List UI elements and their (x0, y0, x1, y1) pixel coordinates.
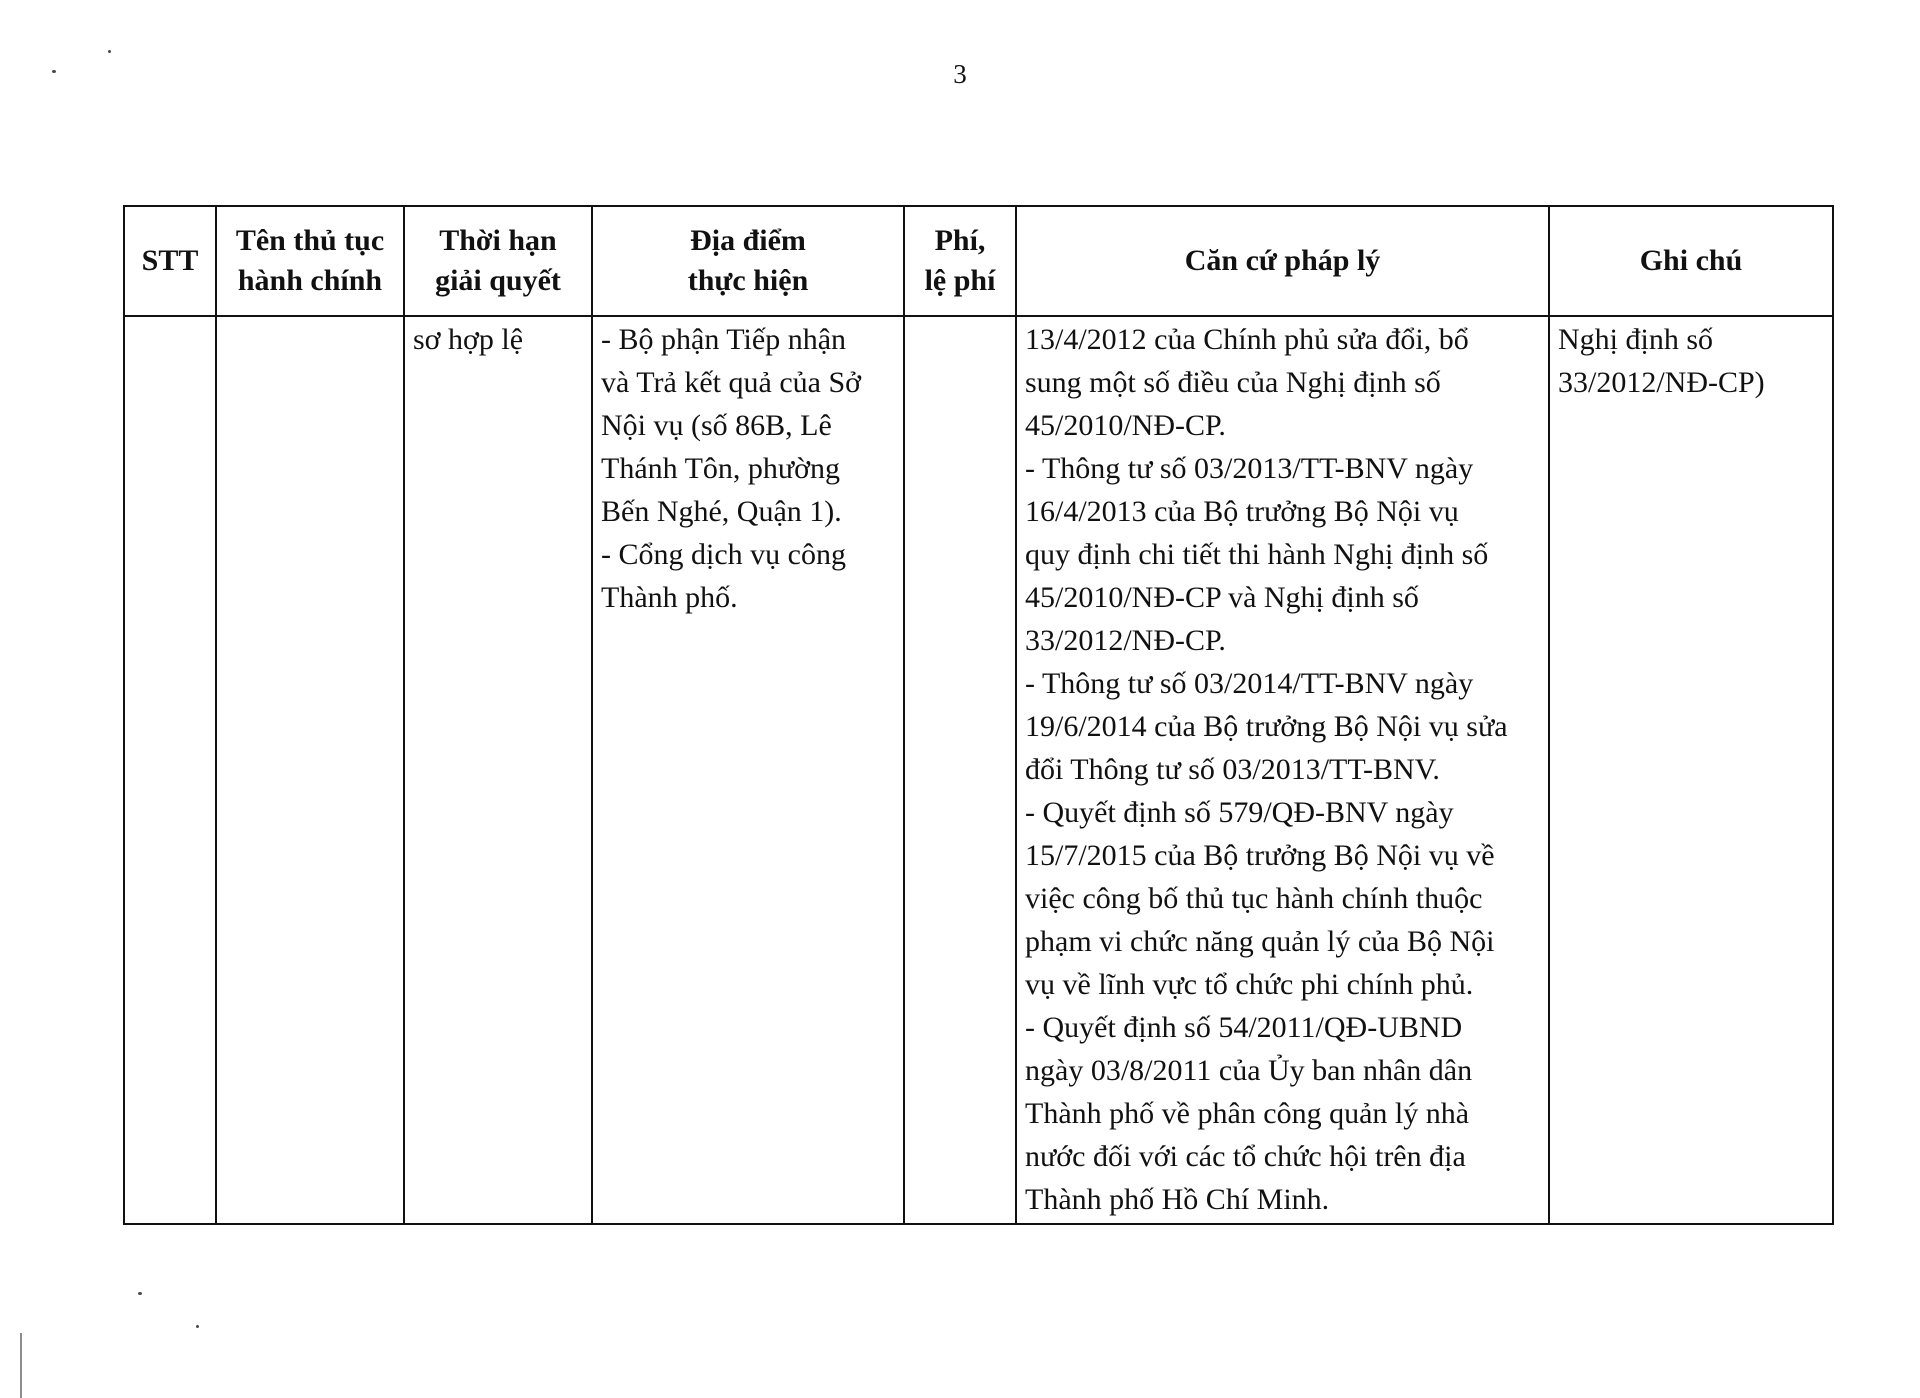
table-header-row (124, 206, 1833, 316)
cell-procedure-name (216, 316, 404, 1224)
header-procedure-name-label: Tên thủ tục hành chính (235, 224, 385, 297)
header-legal-basis (1016, 206, 1549, 316)
header-notes-label: Ghi chú (1639, 244, 1743, 277)
scan-speck (138, 1292, 142, 1295)
scan-speck (52, 70, 56, 73)
cell-deadline (404, 316, 592, 1224)
cell-fee (904, 316, 1016, 1224)
scan-edge-line (20, 1333, 22, 1398)
cell-notes (1549, 316, 1833, 1224)
cell-legal-basis-text: 13/4/2012 của Chính phủ sửa đổi, bổ sung một số điều của Nghị định số 45/2010/NĐ-CP. - Thông tư số 03/2013/TT-BNV ngày 16/4/2013 của Bộ trưởng Bộ Nội vụ quy định chi tiết thi hành Nghị định số 45/2010/NĐ-CP và Nghị định số 33/2012/NĐ-CP. - Thông tư số 03/2014/TT-BNV ngày 19/6/2014 của Bộ trưởng Bộ Nội vụ sửa đổi Thông tư số 03/2013/TT-BNV. - Quyết định số 579/QĐ-BNV ngày 15/7/2015 của Bộ trưởng Bộ Nội vụ về việc công bố thủ tục hành chính thuộc phạm vi chức năng quản lý của Bộ Nội vụ về lĩnh vực tổ chức phi chính phủ. - Quyết định số 54/2011/QĐ-UBND ngày 03/8/2011 của Ủy ban nhân dân Thành phố về phân công quản lý nhà nước đối với các tổ chức hội trên địa Thành phố Hồ Chí Minh. (1025, 323, 1508, 1216)
table-row (124, 316, 1833, 1224)
cell-notes-text: Nghị định số 33/2012/NĐ-CP) (1558, 323, 1765, 399)
procedure-table (123, 205, 1834, 1225)
cell-location (592, 316, 904, 1224)
scan-speck (108, 50, 111, 53)
header-deadline (404, 206, 592, 316)
cell-legal-basis (1016, 316, 1549, 1224)
header-location (592, 206, 904, 316)
table-header (124, 206, 1833, 316)
header-notes (1549, 206, 1833, 316)
page-number: 3 (953, 59, 967, 89)
header-stt-label: STT (141, 244, 199, 277)
header-stt (124, 206, 216, 316)
scan-speck (196, 1325, 199, 1328)
table-body (124, 316, 1833, 1224)
cell-location-text: - Bộ phận Tiếp nhận và Trả kết quả của Sở Nội vụ (số 86B, Lê Thánh Tôn, phường Bến Nghé, Quận 1). - Cổng dịch vụ công Thành phố. (601, 323, 861, 614)
header-fee (904, 206, 1016, 316)
header-fee-label: Phí, lệ phí (924, 224, 996, 297)
header-deadline-label: Thời hạn giải quyết (435, 224, 561, 297)
cell-deadline-text: sơ hợp lệ (413, 323, 524, 356)
header-legal-basis-label: Căn cứ pháp lý (1184, 244, 1381, 277)
cell-stt (124, 316, 216, 1224)
header-procedure-name (216, 206, 404, 316)
procedure-table-container (123, 205, 1832, 1225)
header-location-label: Địa điểm thực hiện (687, 224, 809, 297)
